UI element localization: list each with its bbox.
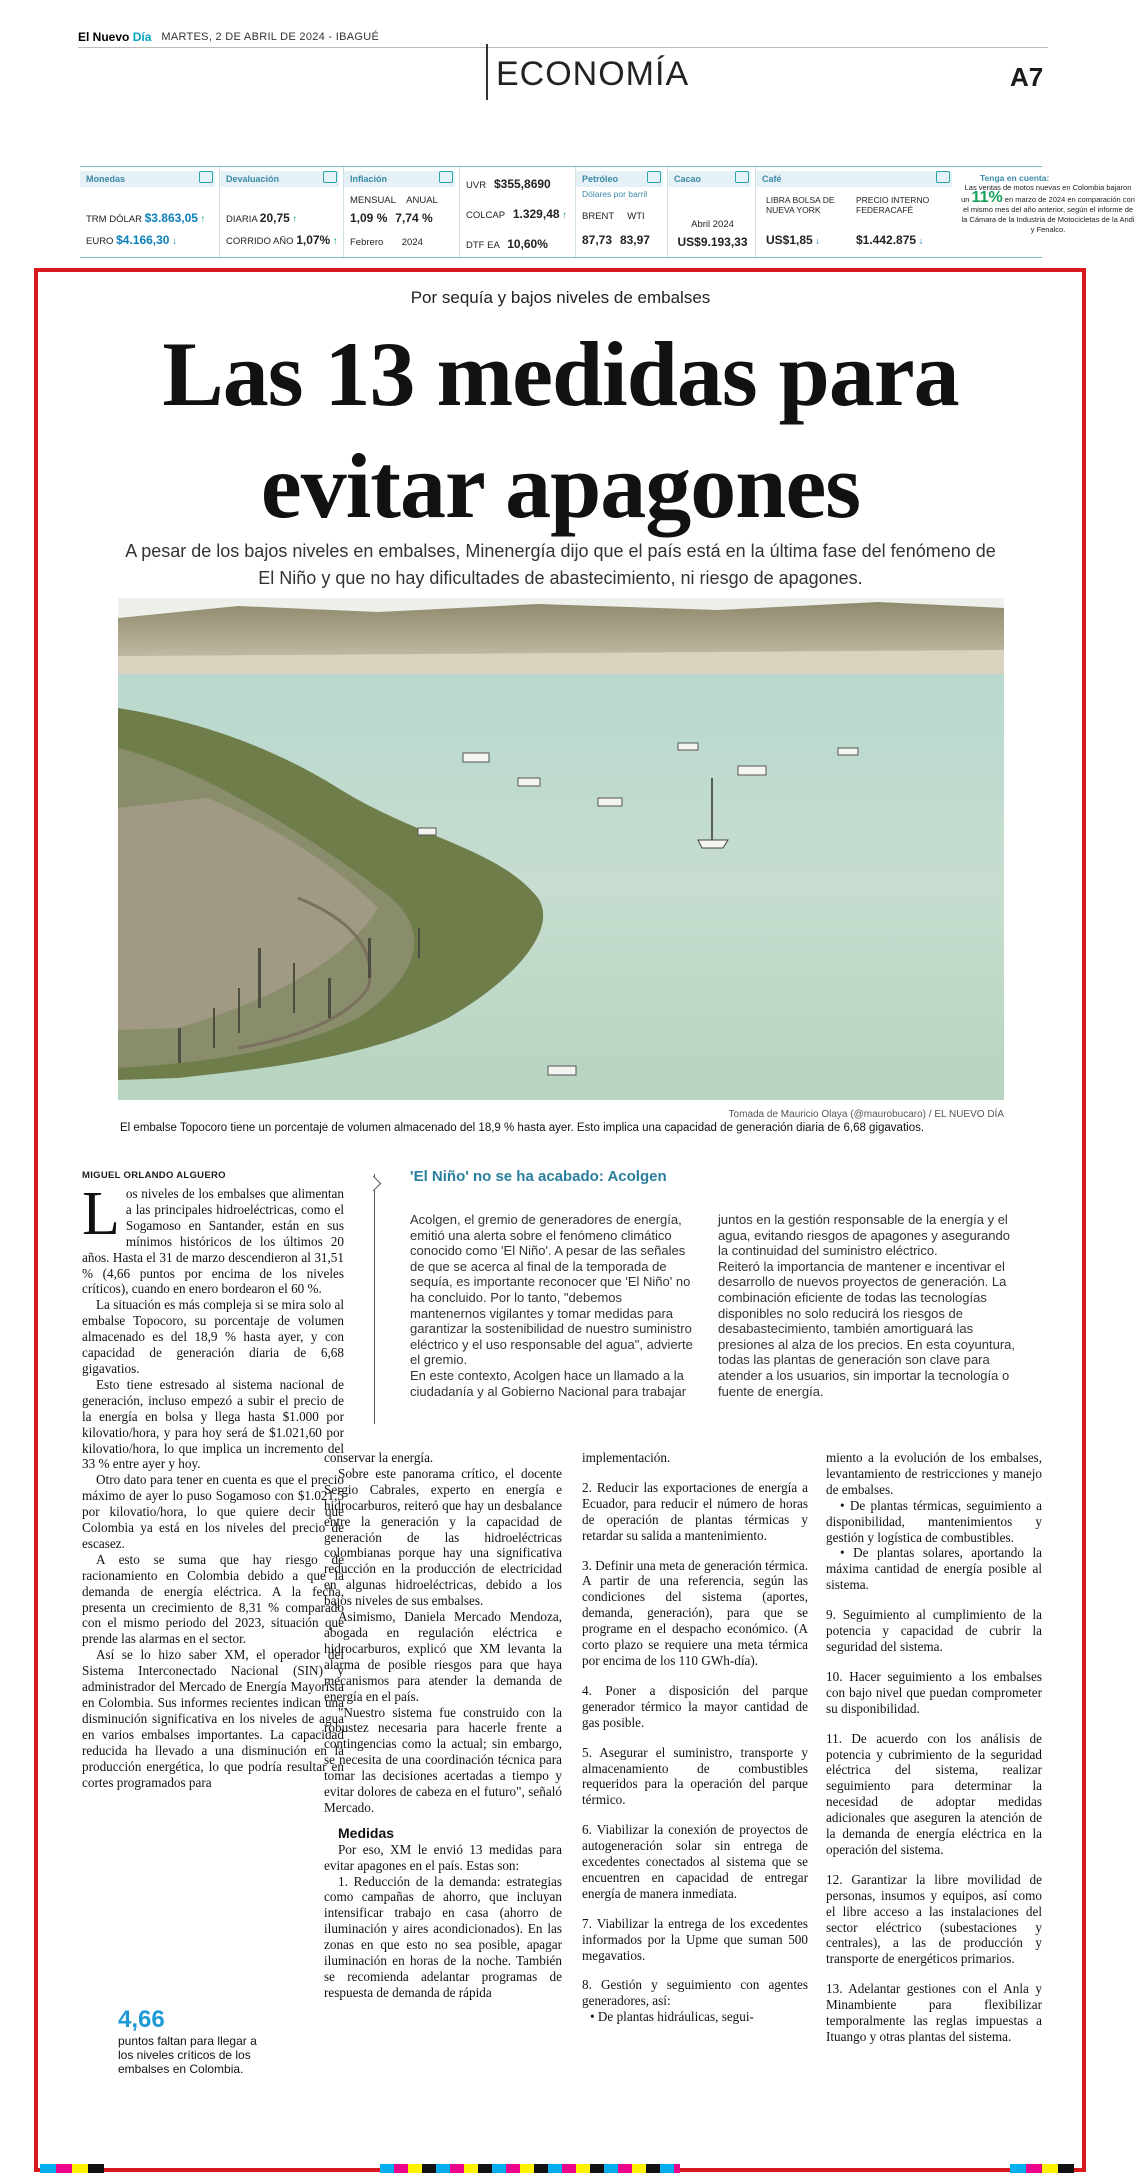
- trm-value: $3.863,05: [144, 211, 198, 225]
- measure-subitem: • De plantas solares, aportando la máxima cantidad de energía posible al sistema.: [826, 1545, 1042, 1593]
- oil-unit: Dólares por barril: [582, 189, 648, 199]
- uvr-label: UVR: [466, 180, 487, 191]
- dek: A pesar de los bajos niveles en embalses, Minenergía dijo que el país está en la última fase del fenómeno de El Niño y que no hay dificultades de abastecimiento, ni riesgo de apagones.: [125, 541, 996, 588]
- printer-color-bar: [0, 2164, 1121, 2176]
- paragraph: Sobre este panorama crítico, el docente Sergio Cabrales, experto en energía e hidrocarburos, reiteró que hay un desbalance entre la generación y la capacidad de generación de las hidroeléctricas colombianas porque hay una significativa reducción en la producción de electricidad en algunas hidroeléctricas, debido a los bajos niveles de sus embalses.: [324, 1465, 562, 1609]
- paragraph: [82, 1180, 344, 1297]
- measure-subitem: • De plantas térmicas, seguimiento a disponibilidad, mantenimientos y gestión y logística de combustibles.: [826, 1497, 1042, 1545]
- measure-item: 9. Seguimiento al cumplimiento de la potencia y capacidad de cubrir la seguridad del sistema.: [826, 1607, 1042, 1654]
- stat-number: 4,66: [118, 2006, 165, 2033]
- measure-item: 7. Viabilizar la entrega de los excedentes informados por la Upme que suman 500 megavatios.: [582, 1915, 808, 1963]
- cart-icon: [439, 171, 453, 183]
- oil-title: Petróleo: [576, 171, 663, 187]
- uvr-value: $355,8690: [493, 177, 551, 191]
- photo-credit: Tomada de Mauricio Olaya (@maurobucaro) / EL NUEVO DÍA: [728, 1109, 1004, 1120]
- daily-value: 20,75: [259, 211, 290, 225]
- paragraph: La situación es más compleja si se mira solo al embalse Topocoro, su porcentaje de volumen almacenado es del 18,9 % hasta ayer, y con capacidad de generación diaria de 6,68 gigavatios.: [82, 1297, 344, 1376]
- indices-panel: [460, 167, 576, 257]
- note-percent: 11%: [971, 189, 1003, 206]
- brent-value: 87,73: [582, 233, 613, 247]
- measure-item: 5. Asegurar el suministro, transporte y almacenamiento de combustibles requeridos para la operación del parque térmico.: [582, 1744, 808, 1808]
- annual-label: ANUAL: [406, 195, 438, 206]
- box-title: 'El Niño' no se ha acabado: Acolgen: [410, 1168, 667, 1185]
- inflation-panel: [344, 167, 460, 257]
- chart-icon: [323, 171, 337, 183]
- body-column-3: [582, 1450, 808, 2025]
- oil-barrel-icon: [647, 171, 661, 183]
- annual-value: 7,74 %: [395, 211, 433, 225]
- federacafe-value: $1.442.875: [856, 233, 917, 247]
- measure-item: 6. Viabilizar la conexión de proyectos de autogeneración solar sin entrega de excedentes conectados al sistema que se encuentren en capacidad de entregar energía de manera inmediata.: [582, 1822, 808, 1901]
- page-number: A7: [1010, 62, 1044, 92]
- bracket-decoration: [374, 1174, 388, 1424]
- note-title: Tenga en cuenta:: [980, 173, 1050, 183]
- year-label: 2024: [401, 237, 423, 248]
- box-column-left: Acolgen, el gremio de generadores de energía, emitió una alerta sobre el fenómeno climático conocido como 'El Niño'. A pesar de las señales de que se acerca al final de la temporada de sequía, es importante reconocer que 'El Niño' no ha concluido. Por lo tanto, "debemos mantenernos vigilantes y tomar medidas para garantizar la sostenibilidad de nuestro suministro eléctrico y el uso responsable del agua", advierte el gremio. En este contexto, Acolgen hace un llamado a la ciudadanía y al Gobierno Nacional para trabajar: [410, 1212, 693, 1399]
- money-icon: [199, 171, 213, 183]
- euro-value: $4.166,30: [116, 233, 170, 247]
- acolgen-box: [374, 1168, 1044, 1468]
- euro-label: EURO: [86, 236, 114, 247]
- colcap-label: COLCAP: [466, 210, 505, 221]
- paragraph: Otro dato para tener en cuenta es que el precio máximo de ayer lo puso Sogamoso con $1.021,5 por kilovatio/hora, lo que quiere decir que Colombia ya está en los niveles del precio de escasez.: [82, 1472, 344, 1551]
- paragraph: Esto tiene estresado al sistema nacional de generación, incluso empezó a subir el precio de la energía en bolsa y llega hasta $1.000 por kilovatio/hora, y para hoy será de $1.021,60 por kilovatio/hora, lo que implica un incremento del 33 % entre ayer y hoy.: [82, 1376, 344, 1472]
- measure-item: 10. Hacer seguimiento a los embalses con bajo nivel que puedan comprometer su disponibilidad.: [826, 1668, 1042, 1716]
- arrow-up-icon: ↑: [292, 214, 298, 225]
- ytd-label: CORRIDO AÑO: [226, 236, 294, 247]
- measure-item: 13. Adelantar gestiones con el Anla y Minambiente para flexibilizar temporalmente las reglas impuestas a Ituango y otras plantas del sistema.: [826, 1981, 1042, 2044]
- paragraph: "Nuestro sistema fue construido con la robustez necesaria para hacerle frente a contingencias como la actual; sin embargo, se necesita de una coordinación técnica para tomar las decisiones acertadas a tiempo y evitar dolores de cabeza en el futuro", señaló Mercado.: [324, 1704, 562, 1815]
- trm-label: TRM DÓLAR: [86, 214, 142, 225]
- measure-item: 8. Gestión y seguimiento con agentes generadores, así:: [582, 1977, 808, 2009]
- stat-callout: [118, 2006, 268, 2076]
- cocoa-value: US$9.193,33: [677, 235, 748, 249]
- inflation-title: Inflación: [344, 171, 455, 187]
- paragraph: conservar la energía.: [324, 1450, 434, 1465]
- paragraph: A esto se suma que hay riesgo de racionamiento en Colombia debido a que la demanda de energía eléctrica. A la fecha, presenta un crecimiento de 8,31 % comparado con el mismo periodo del 2023, situación que prende las alarmas en el sector.: [82, 1551, 344, 1647]
- dtf-label: DTF EA: [466, 240, 500, 251]
- issue-date: MARTES, 2 DE ABRIL DE 2024 - IBAGUÉ: [161, 30, 380, 43]
- measure-item: 11. De acuerdo con los análisis de potencia y cubrimiento de la seguridad eléctrica del sistema, realizar seguimiento para determinar la necesidad de adoptar medidas adicionales que aseguren la atención de la demanda de energía eléctrica en la operación del sistema.: [826, 1730, 1042, 1857]
- measure-item: 3. Definir una meta de generación térmica. A partir de una referencia, según las condiciones del sistema (aportes, demanda, generación), para que se programe en el despacho económico. (A corto plazo se requiere una meta térmica por encima de los 110 GWh-día).: [582, 1557, 808, 1668]
- measure-item: 2. Reducir las exportaciones de energía a Ecuador, para reducir el número de horas de operación de plantas térmicas y retardar su salida a mantenimiento.: [582, 1479, 808, 1543]
- photo-caption: El embalse Topocoro tiene un porcentaje de volumen almacenado del 18,9 % hasta ayer. Esto implica una capacidad de generación diaria de 6,68 gigavatios.: [120, 1122, 925, 1134]
- body-column-2: [324, 1450, 562, 2001]
- federacafe-label: PRECIO INTERNO FEDERACAFÉ: [856, 195, 930, 215]
- ny-label: LIBRA BOLSA DE NUEVA YORK: [766, 195, 835, 215]
- coffee-cup-icon: [936, 171, 950, 183]
- cocoa-date: Abril 2024: [691, 219, 734, 230]
- measure-subitem: • De plantas hidráulicas, segui-: [590, 2009, 754, 2025]
- daily-label: DIARIA: [226, 214, 258, 225]
- ytd-value: 1,07%: [296, 233, 331, 247]
- currencies-panel: [80, 167, 220, 257]
- cocoa-icon: [735, 171, 749, 183]
- subheading-medidas: Medidas: [338, 1824, 395, 1841]
- colcap-value: 1.329,48: [512, 207, 560, 221]
- arrow-down-icon: ↓: [172, 236, 177, 247]
- motorcycle-sales-note: [960, 173, 1136, 235]
- box-column-right: juntos en la gestión responsable de la energía y el agua, evitando riesgos de apagones y asegurando la continuidad del suministro eléctrico. Reiteró la importancia de mantener e incentivar el desarrollo de nuevos proyectos de generación. La combinación eficiente de todas las tecnologías disponibles no solo reducirá los riesgos de desabastecimiento, también amortiguará las presiones al alza de los precios. En esta coyuntura, todas las plantas de generación son clave para atender a los usuarios, sin importar la tecnología o fuente de energía.: [718, 1212, 1016, 1399]
- cocoa-title: Cacao: [668, 171, 751, 187]
- wti-value: 83,97: [619, 233, 650, 247]
- body-column-4: [826, 1450, 1042, 2045]
- paragraph: Por eso, XM le envió 13 medidas para evitar apagones en el país. Estas son:: [324, 1841, 562, 1873]
- byline: MIGUEL ORLANDO ALGUERO: [82, 1170, 226, 1181]
- body-column-1: [82, 1180, 344, 1790]
- note-text-b: en marzo de 2024 en comparación con el mismo mes del año anterior, según el informe de la Cámara de la Industria de Motocicletas de la Andi y Fenalco.: [961, 195, 1135, 234]
- measure-item: 12. Garantizar la libre movilidad de personas, insumos y equipos, así como el libre acceso a las instalaciones del sector eléctrico (subestaciones y centrales), a las de producción y transporte de energéticos primarios.: [826, 1871, 1042, 1967]
- measure-subitem: miento a la evolución de los embalses, levantamiento de restricciones y manejo de embalses.: [826, 1450, 1042, 1497]
- measure-item: 4. Poner a disposición del parque generador térmico la mayor cantidad de gas posible.: [582, 1682, 808, 1730]
- kicker: Por sequía y bajos niveles de embalses: [410, 288, 711, 307]
- ny-value: US$1,85: [766, 233, 813, 247]
- brent-label: BRENT: [582, 211, 615, 222]
- arrow-up-icon: ↑: [562, 210, 567, 221]
- arrow-down-icon: ↓: [918, 236, 924, 247]
- wti-label: WTI: [627, 211, 645, 222]
- reservoir-photo: [118, 598, 1004, 1100]
- cocoa-panel: [668, 167, 756, 257]
- paragraph: Así se lo hizo saber XM, el operador del Sistema Interconectado Nacional (SIN) y administrador del Mercado de Energía Mayorista en Colombia. Sus informes recientes indican una disminución significativa en los niveles de agua en varios embalses importantes. La capacidad reducida ha llevado a una disminución en la producción energética, lo que podría resultar en cortes programados para: [82, 1647, 344, 1790]
- paragraph: implementación.: [582, 1450, 671, 1465]
- currencies-title: Monedas: [80, 171, 215, 187]
- arrow-down-icon: ↓: [815, 236, 821, 247]
- arrow-up-icon: ↑: [200, 214, 206, 225]
- stat-text: puntos faltan para llegar a los niveles críticos de los embalses en Colombia.: [118, 2034, 257, 2076]
- paragraph-text: os niveles de los embalses que alimentan a las principales hidroeléctricas, como el Sogamoso en Santander, están en sus mínimos históricos de los últimos 20 años. Hasta el 31 de marzo descendieron al 31,51 % (4,66 puntos por encima de los niveles críticos), cuando en enero bordearon el 60 %.: [82, 1186, 344, 1297]
- arrow-up-icon: ↑: [332, 236, 338, 247]
- paragraph: Asimismo, Daniela Mercado Mendoza, abogada en regulación eléctrica e hidrocarburos, explicó que XM levanta la alarma de posible riesgos para que haya mecanismos para atender la demanda de energía en el país.: [324, 1609, 562, 1704]
- newspaper-logo: El Nuevo Día: [78, 29, 152, 44]
- note-text-a: Las ventas de motos nuevas en Colombia bajaron un: [961, 183, 1132, 204]
- section-title: ECONOMÍA: [486, 44, 689, 100]
- monthly-label: MENSUAL: [350, 195, 396, 206]
- devaluation-title: Devaluación: [220, 171, 339, 187]
- month-label: Febrero: [350, 237, 384, 248]
- oil-panel: [576, 167, 668, 257]
- dtf-value: 10,60%: [507, 237, 548, 251]
- devaluation-panel: [220, 167, 344, 257]
- coffee-panel: [756, 167, 956, 257]
- coffee-title: Café: [756, 171, 952, 187]
- headline: Las 13 medidas para evitar apagones: [162, 323, 959, 537]
- drop-cap: L: [82, 1180, 120, 1248]
- monthly-value: 1,09 %: [350, 211, 388, 225]
- market-indicators: [80, 166, 1135, 258]
- paragraph: 1. Reducción de la demanda: estrategias como campañas de ahorro, que incluyan intensificar trabajo en casa (ahorro de iluminación y aires acondicionados). En las zonas en que esto no sea posible, apagar iluminación en horas de la noche. También se recomienda adelantar programas de respuesta de demanda de rápida: [324, 1873, 562, 2000]
- reservoir-illustration: [118, 598, 1004, 1100]
